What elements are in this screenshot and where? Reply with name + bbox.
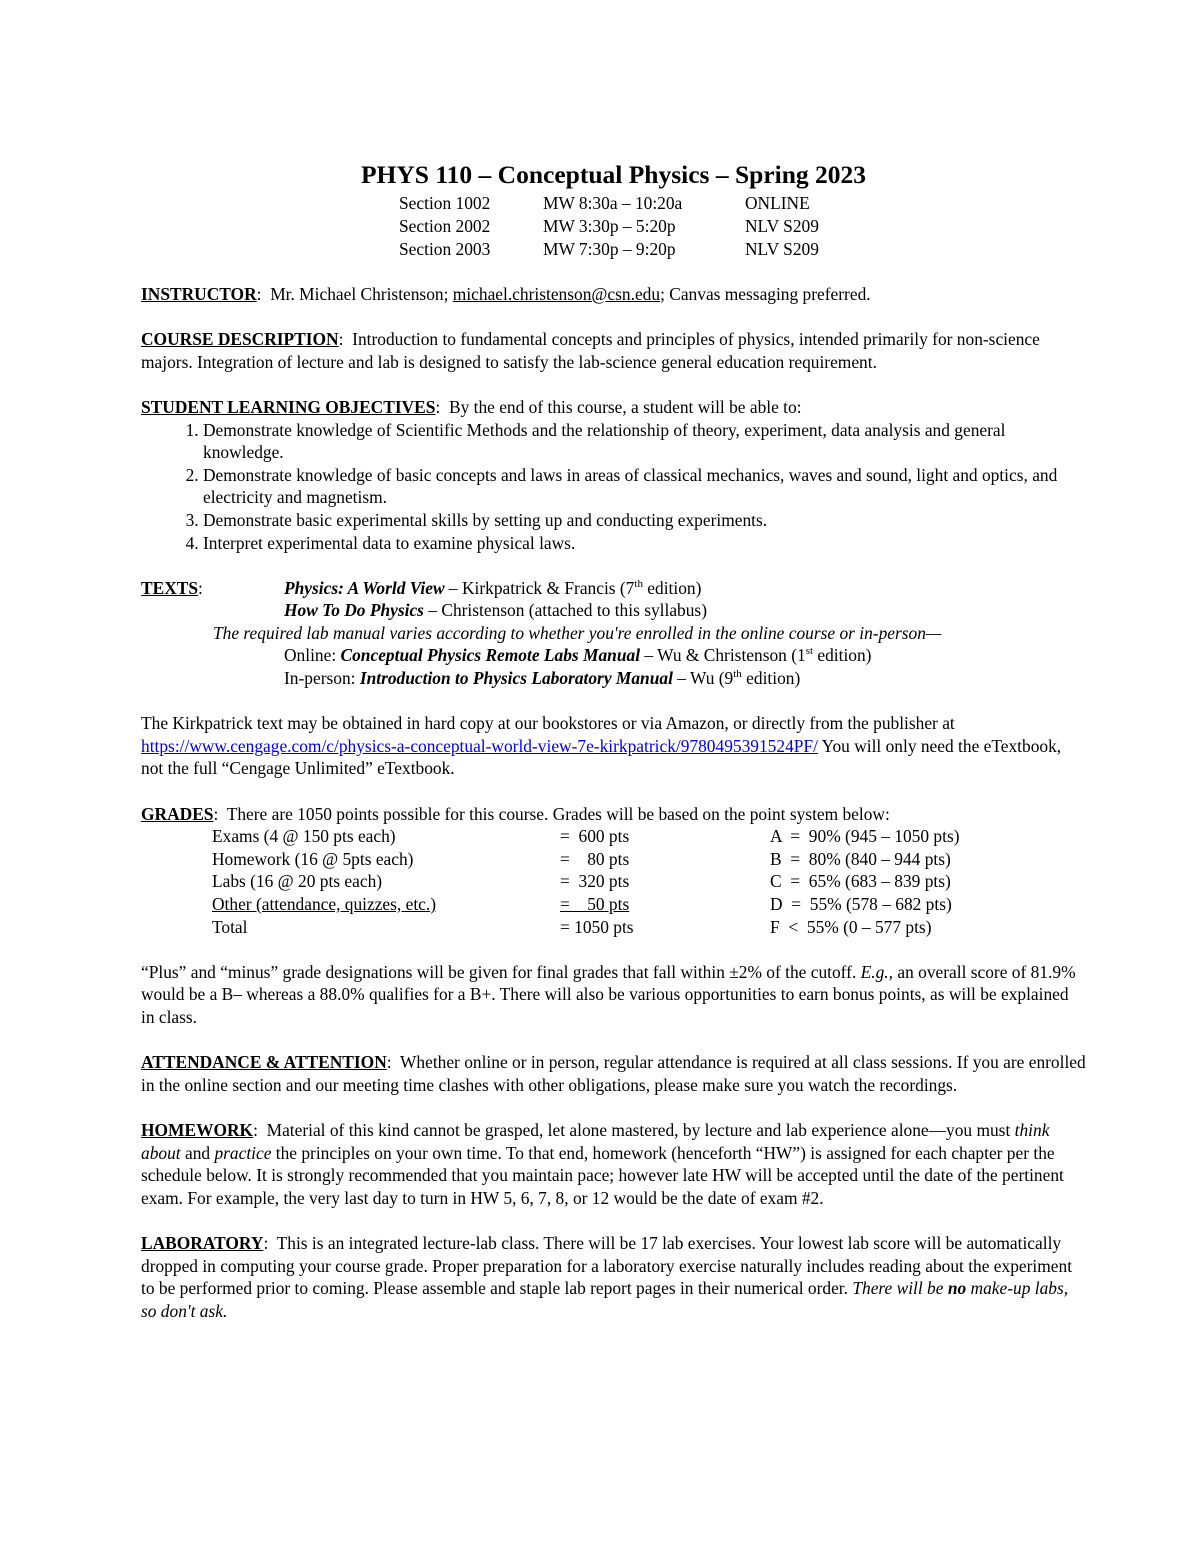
objectives-intro: By the end of this course, a student will be able to: <box>448 396 802 417</box>
instructor-email-link[interactable]: michael.christenson@csn.edu <box>452 283 661 304</box>
grades-section: GRADES: There are 1050 points possible for this course. Grades will be based on the point system below: Exams (4 @ 150 pts each) = 600 pts A = 90% (945 – 1050 pts) Homework (16 @ 5pts each) = 80 pts B = 80% (840 – 944 pts) Labs (16 @ 20 pts each) = 320 pts C = 65% (683 – 839 pts) Other (attendance, quizzes, etc.) = 50 pts D = 55% (578 – 682 pts) Total = 1050 pts F < 55% (0 – 577 pts) <box>141 803 1086 939</box>
homework-paragraph: HOMEWORK: Material of this kind cannot be grasped, let alone mastered, by lecture and lab experience alone—you must think about and practice the principles on your own time. To that end, homework (henceforth “HW”) is assigned for each chapter per the schedule below. It is strongly recommended that you maintain pace; however late HW will be accepted until the date of the pertinent exam. For example, the very last day to turn in HW 5, 6, 7, 8, or 12 would be the date of exam #2. <box>141 1119 1064 1208</box>
grade-scale: C = 65% (683 – 839 pts) <box>770 871 951 892</box>
grade-item: Other (attendance, quizzes, etc.) <box>212 894 437 915</box>
grades-intro: There are 1050 points possible for this course. Grades will be based on the point system below: <box>226 803 890 824</box>
grade-item: Labs (16 @ 20 pts each) <box>212 871 383 892</box>
list-item: 3. Demonstrate basic experimental skills by setting up and conducting experiments. <box>203 509 1086 532</box>
page-title: PHYS 110 – Conceptual Physics – Spring 2023 <box>360 160 867 189</box>
texts-section: TEXTS: Physics: A World View – Kirkpatrick & Francis (7th edition) How To Do Physics – Christenson (attached to this syllabus) The required lab manual varies according to whether you're enrolled in the online course or in-person— Online: Conceptual Physics Remote Labs Manual – Wu & Christenson (1st edition) In-person: Introduction to Physics Laboratory Manual – Wu (9th edition) <box>141 577 1086 690</box>
kirkpatrick-paragraph: The Kirkpatrick text may be obtained in hard copy at our bookstores or via Amazon, or directly from the publisher at https://www.cengage.com/c/physics-a-conceptual-world-view-7e-kirkpatrick/9780495391524PF/ You will only need the eTextbook, not the full “Cengage Unlimited” eTextbook. <box>141 713 1062 779</box>
grade-points: = 1050 pts <box>560 916 634 937</box>
list-item: 4. Interpret experimental data to examine physical laws. <box>203 532 1086 555</box>
instructor-heading: INSTRUCTOR <box>141 283 257 304</box>
section-time: MW 8:30a – 10:20a <box>543 193 683 213</box>
course-description-text: Introduction to fundamental concepts and principles of physics, intended primarily for non-science majors. Integration of lecture and lab is designed to satisfy the lab-science general education requirement. <box>141 329 1040 372</box>
section-time: MW 3:30p – 5:20p <box>543 215 676 236</box>
homework-heading: HOMEWORK <box>141 1119 254 1140</box>
course-description-heading: COURSE DESCRIPTION <box>141 329 339 350</box>
instructor-paragraph: INSTRUCTOR: Mr. Michael Christenson; michael.christenson@csn.edu; Canvas messaging preferred. <box>141 283 871 304</box>
instructor-name: Mr. Michael Christenson; <box>270 283 449 304</box>
instructor-contact-note: ; Canvas messaging preferred. <box>660 283 871 304</box>
attendance-paragraph: ATTENDANCE & ATTENTION: Whether online or in person, regular attendance is required at all class sessions. If you are enrolled in the online section and our meeting time clashes with other obligations, please make sure you watch the recordings. <box>141 1052 1086 1095</box>
laboratory-paragraph: LABORATORY: This is an integrated lecture-lab class. There will be 17 lab exercises. Your lowest lab score will be automatically dropped in computing your course grade. Proper preparation for a laboratory exercise naturally includes reading about the experiment to be performed prior to coming. Please assemble and staple lab report pages in their numerical order. There will be no make-up labs, so don't ask. <box>141 1232 1073 1321</box>
grade-scale: D = 55% (578 – 682 pts) <box>770 894 952 915</box>
grade-scale: A = 90% (945 – 1050 pts) <box>770 826 960 847</box>
list-item: 2. Demonstrate knowledge of basic concepts and laws in areas of classical mechanics, waves and sound, light and optics, and electricity and magnetism. <box>203 464 1086 509</box>
grade-item: Homework (16 @ 5pts each) <box>212 848 414 869</box>
grade-points: = 50 pts <box>560 894 630 915</box>
grade-item: Total <box>212 916 248 937</box>
section-number: Section 1002 <box>399 193 491 213</box>
grade-item: Exams (4 @ 150 pts each) <box>212 826 396 847</box>
plus-minus-paragraph: “Plus” and “minus” grade designations will be given for final grades that fall within ±2% of the cutoff. E.g., an overall score of 81.9% would be a B– whereas a 88.0% qualifies for a B+. There will also be various opportunities to earn bonus points, as will be explained in class. <box>141 961 1076 1027</box>
attendance-heading: ATTENDANCE & ATTENTION <box>141 1052 387 1073</box>
objectives-heading: STUDENT LEARNING OBJECTIVES <box>141 396 436 417</box>
lab-manual-note: The required lab manual varies according to whether you're enrolled in the online course or in-person— <box>213 622 942 643</box>
section-number: Section 2003 <box>399 238 491 259</box>
publisher-link[interactable]: https://www.cengage.com/c/physics-a-conceptual-world-view-7e-kirkpatrick/9780495391524PF/ <box>141 735 818 756</box>
section-room: ONLINE <box>745 193 810 213</box>
textbook-supplement: How To Do Physics – Christenson (attached to this syllabus) <box>284 600 707 621</box>
grade-points: = 80 pts <box>560 848 630 869</box>
objectives-section: STUDENT LEARNING OBJECTIVES: By the end of this course, a student will be able to: 1. Demonstrate knowledge of Scientific Methods and the relationship of theory, experiment, data analysis and general knowledge. 2. Demonstrate knowledge of basic concepts and laws in areas of classical mechanics, waves and sound, light and optics, and electricity and magnetism. 3. Demonstrate basic experimental skills by setting up and conducting experiments. 4. Interpret experimental data to examine physical laws. <box>141 396 1086 554</box>
section-time: MW 7:30p – 9:20p <box>543 238 676 259</box>
syllabus-page <box>141 158 1086 1322</box>
grade-points: = 600 pts <box>560 826 630 847</box>
section-number: Section 2002 <box>399 215 491 236</box>
grade-scale: F < 55% (0 – 577 pts) <box>770 916 932 937</box>
course-description-paragraph: COURSE DESCRIPTION: Introduction to fundamental concepts and principles of physics, intended primarily for non-science majors. Integration of lecture and lab is designed to satisfy the lab-science general education requirement. <box>141 329 1040 372</box>
section-room: NLV S209 <box>745 238 819 259</box>
attendance-text: Whether online or in person, regular attendance is required at all class sessions. If you are enrolled in the online section and our meeting time clashes with other obligations, please make sure you watch the recordings. <box>141 1052 1086 1095</box>
texts-heading: TEXTS <box>141 577 199 598</box>
section-room: NLV S209 <box>745 215 819 236</box>
list-item: 1. Demonstrate knowledge of Scientific Methods and the relationship of theory, experiment, data analysis and general knowledge. <box>203 419 1086 464</box>
grades-table <box>141 825 1086 938</box>
lab-manual-online: Online: Conceptual Physics Remote Labs Manual – Wu & Christenson (1st edition) <box>284 645 872 666</box>
grades-heading: GRADES <box>141 803 214 824</box>
lab-manual-inperson: In-person: Introduction to Physics Laboratory Manual – Wu (9th edition) <box>284 668 801 689</box>
section-schedule <box>399 192 1086 260</box>
textbook-main: Physics: A World View – Kirkpatrick & Francis (7th edition) <box>284 577 702 598</box>
laboratory-heading: LABORATORY <box>141 1232 264 1253</box>
grade-scale: B = 80% (840 – 944 pts) <box>770 848 951 869</box>
objectives-list <box>141 419 1086 555</box>
grade-points: = 320 pts <box>560 871 630 892</box>
